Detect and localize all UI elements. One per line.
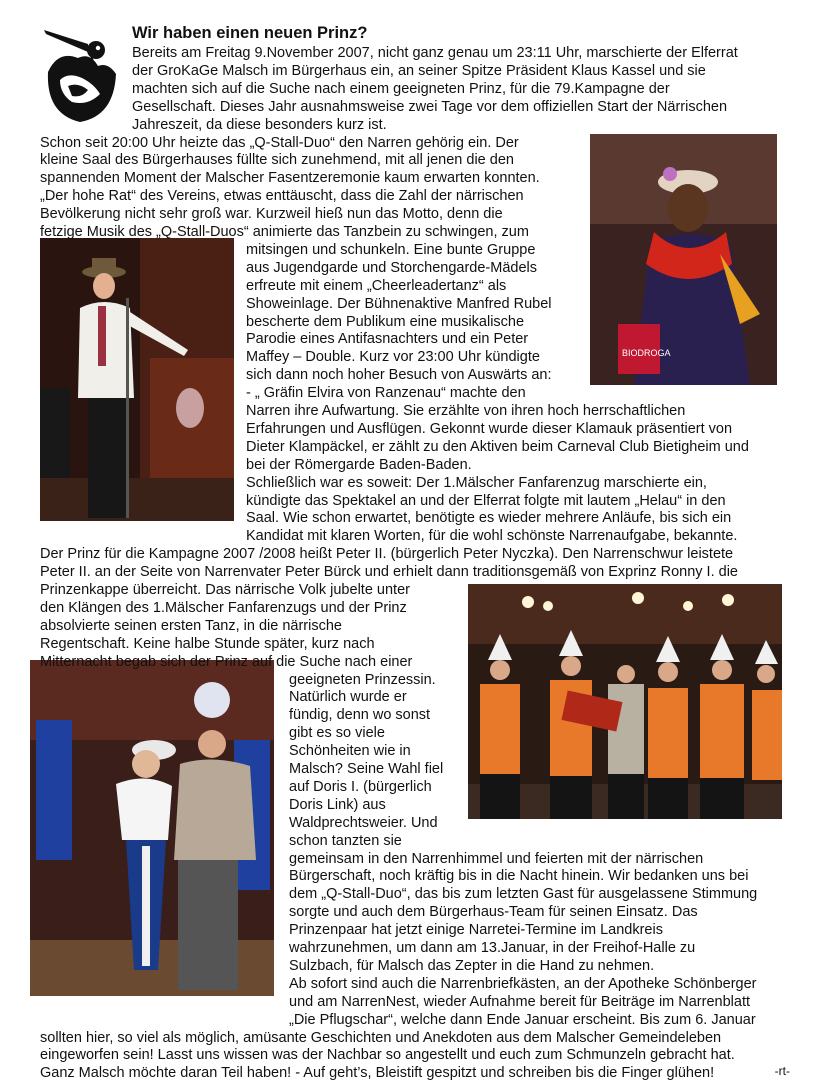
- text-line: schon tanzten sie: [289, 832, 402, 849]
- text-line: Malsch? Seine Wahl fiel: [289, 761, 444, 777]
- text-line: dem „Q-Stall-Duo“, das bis zum letzten Gast für ausgelassene Stimmung: [289, 886, 758, 903]
- photo-graefin: [590, 134, 777, 385]
- photo-singer: [40, 238, 234, 521]
- text-line: auf Doris I. (bürgerlich: [289, 778, 432, 795]
- text-line: bei der Römergarde Baden-Baden.: [246, 456, 472, 473]
- text-line: Dieter Klampäckel, er zählt zu den Aktiven beim Carneval Club Bietigheim und: [246, 438, 749, 455]
- text-line: bescherte dem Publikum eine musikalische: [246, 313, 525, 330]
- text-line: - „ Gräfin Elvira von Ranzenau“ machte den: [246, 385, 526, 402]
- text-line: Maffey – Double. Kurz vor 23:00 Uhr kündigte: [246, 349, 540, 366]
- text-line: Ganz Malsch möchte daran Teil haben! - Auf geht’s, Bleistift gespitzt und schreiben bis die Finger glühen!: [40, 1065, 715, 1082]
- text-line: erfreute mit einem „Cheerleadertanz“ als: [246, 277, 507, 294]
- text-line: „Der hohe Rat“ des Vereins, etwas enttäuscht, dass die Zahl der närrischen: [40, 188, 524, 205]
- text-line: absolvierte seinen ersten Tanz, in die närrische: [40, 617, 342, 634]
- text-line: Mitternacht begab sich der Prinz auf die Suche nach einer: [40, 653, 413, 670]
- text-line: sorgte und auch dem Bürgerhaus-Team für seinen Einsatz. Das: [289, 904, 698, 921]
- text-line: Narren ihre Aufwartung. Sie erzählte von ihren hoch herrschaftlichen: [246, 403, 686, 419]
- text-line: Prinzenpaar hat jetzt einige Narretei-Termine im Landkreis: [289, 922, 663, 939]
- text-line: Der Prinz für die Kampagne 2007 /2008 heißt Peter II. (bürgerlich Peter Nyczka). Den Narrenschwur leistete: [40, 546, 734, 563]
- text-line: geeigneten Prinzessin.: [289, 671, 436, 688]
- text-line: kündigte das Spektakel an und der Elferrat folgte mit lautem „Helau“ in den: [246, 492, 726, 509]
- text-line: Doris Link) aus: [289, 796, 386, 813]
- text-line: Gesellschaft. Dieses Jahr ausnahmsweise zwei Tage vor dem offiziellen Start der Närrischen: [132, 98, 728, 115]
- signature: -rt-: [774, 1064, 790, 1078]
- text-line: kleine Saal des Bürgerhauses füllte sich zunehmend, mit all jenen die den: [40, 152, 514, 169]
- text-line: aus Jugendgarde und Storchengarde-Mädels: [246, 259, 538, 276]
- text-line: Sulzbach, für Malsch das Zepter in die Hand zu nehmen.: [289, 957, 655, 974]
- text-line: Natürlich wurde er: [289, 689, 407, 706]
- text-line: gibt es so viele: [289, 725, 385, 742]
- text-line: Waldprechtsweier. Und: [289, 814, 438, 831]
- text-line: eingeworfen sein! Lasst uns wissen was der Nachbar so angestellt und euch zum Schmunzeln gebracht hat.: [40, 1047, 735, 1064]
- text-line: Saal. Wie schon erwartet, benötigte es wieder mehrere Anläufe, bis sich ein: [246, 510, 732, 527]
- text-line: Bevölkerung nicht sehr groß war. Kurzweil hieß nun das Motto, denn die: [40, 206, 503, 223]
- text-line: mitsingen und schunkeln. Eine bunte Gruppe: [246, 241, 536, 258]
- text-line: Parodie eines Antifasnachters und ein Peter: [246, 331, 529, 348]
- photo-dance: [30, 660, 274, 996]
- text-line: Kandidat mit klaren Worten, für die wohl schönste Narrenaufgabe, bekannte.: [246, 528, 738, 545]
- text-line: gemeinsam in den Narrenhimmel und feierten mit der närrischen: [289, 850, 704, 867]
- text-line: Ab sofort sind auch die Narrenbriefkästen, an der Apotheke Schönberger: [289, 975, 757, 992]
- text-line: der GroKaGe Malsch im Bürgerhaus ein, an seiner Spitze Präsident Klaus Kassel und sie: [132, 62, 706, 79]
- text-line: spannenden Moment der Malscher Fasentzeremonie kaum erwarten konnten.: [40, 170, 540, 187]
- article-title: Wir haben einen neuen Prinz?: [132, 24, 368, 42]
- bag-label: BIODROGA: [622, 348, 671, 358]
- text-line: und am NarrenNest, wieder Aufnahme bereit für Beiträge im Narrenblatt: [289, 993, 750, 1010]
- text-line: fetzige Musik des „Q-Stall-Duos“ animierte das Tanzbein zu schwingen, zum: [40, 224, 529, 240]
- text-line: Schließlich war es soweit: Der 1.Mälscher Fanfarenzug marschierte ein,: [246, 474, 707, 491]
- text-line: wahrzunehmen, um dann am 13.Januar, in der Freihof-Halle zu: [289, 940, 696, 956]
- text-line: Schon seit 20:00 Uhr heizte das „Q-Stall-Duo“ den Narren gehörig ein. Der: [40, 134, 519, 151]
- text-line: Jahreszeit, da diese besonders kurz ist.: [132, 116, 387, 133]
- text-line: den Klängen des 1.Mälscher Fanfarenzugs und der Prinz: [40, 599, 407, 616]
- text-line: Erfahrungen und Ausflügen. Gekonnt wurde dieser Klamauk präsentiert von: [246, 420, 733, 437]
- text-line: fündig, denn wo sonst: [289, 707, 431, 724]
- text-line: Peter II. an der Seite von Narrenvater Peter Bürck und erhielt dann traditionsgemäß von Exprinz Ronny I. die: [40, 564, 738, 581]
- stork-logo: [38, 22, 122, 126]
- text-line: Regentschaft. Keine halbe Stunde später, kurz nach: [40, 635, 375, 652]
- photo-elferrat: [468, 584, 782, 819]
- text-line: Prinzenkappe überreicht. Das närrische Volk jubelte unter: [40, 582, 410, 598]
- text-line: sich dann noch hoher Besuch von Auswärts an:: [246, 367, 552, 384]
- text-line: Bereits am Freitag 9.November 2007, nicht ganz genau um 23:11 Uhr, marschierte der Elferrat: [132, 45, 738, 61]
- text-line: sollten hier, so viel als möglich, amüsante Geschichten und Anekdoten aus dem Malscher Gemeindeleben: [40, 1029, 722, 1046]
- text-line: „Die Pflugschar“, welche dann Ende Januar erscheint. Bis zum 6. Januar: [289, 1011, 756, 1028]
- text-line: Bürgerschaft, noch kräftig bis in die Nacht hinein. Wir bedanken uns bei: [289, 868, 749, 885]
- text-line: machten sich auf die Suche nach einem geeigneten Prinz, für die 79.Kampagne der: [132, 80, 670, 97]
- text-line: Showeinlage. Der Bühnenaktive Manfred Rubel: [246, 295, 552, 312]
- text-line: Schönheiten wie in: [289, 743, 411, 760]
